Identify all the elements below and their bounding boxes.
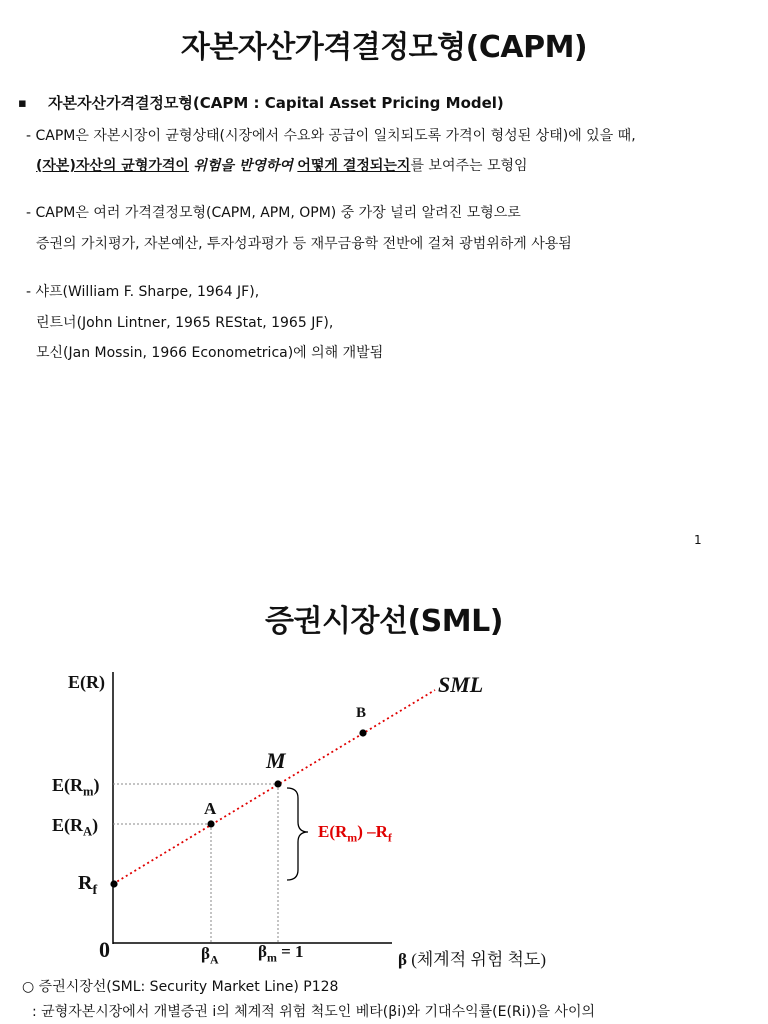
point-b <box>359 729 366 736</box>
paragraph3-line1: - 샤프(William F. Sharpe, 1964 JF), <box>26 284 260 300</box>
premium-label: $E(R_m)$ $-R_f$ <box>318 822 392 845</box>
y-axis-label: E(R) <box>68 672 105 692</box>
tick-rf: $R_f$ <box>78 872 98 898</box>
point-a-label: A <box>204 799 217 818</box>
sml-line <box>113 690 435 884</box>
x-axis-label: β (체계적 위험 척도) <box>398 950 546 969</box>
sml-label: SML <box>438 672 484 697</box>
paragraph1-line1: - CAPM은 자본시장이 균형상태(시장에서 수요와 공급이 일치되도록 가격이 형성된 상태)에 있을 때, <box>26 128 636 144</box>
paragraph3-line3: 모신(Jan Mossin, 1966 Econometrica)에 의해 개발됨 <box>36 345 384 361</box>
point-m-label: M <box>266 748 286 773</box>
tick-erm: $E(R_m)$ <box>52 775 100 799</box>
paragraph3-line2: 린트너(John Lintner, 1965 REStat, 1965 JF), <box>36 315 334 331</box>
point-a <box>207 820 214 827</box>
slide2-title: 증권시장선(SML) <box>265 604 503 639</box>
slide1-title: 자본자산가격결정모형(CAPM) <box>180 30 588 65</box>
footer-line2: : 균형자본시장에서 개별증권 i의 체계적 위험 척도인 베타(βi)와 기대수익률(E(Ri))을 사이의 <box>32 1004 596 1020</box>
emphasis-how-determined: 어떻게 결정되는지 <box>297 158 411 174</box>
footer-line1: ○ 증권시장선(SML: Security Market Line) P128 <box>22 979 339 995</box>
tick-beta-m: $\beta_m = 1$ <box>258 942 304 965</box>
paragraph2-line1: - CAPM은 여러 가격결정모형(CAPM, APM, OPM) 중 가장 널리 알려진 모형으로 <box>26 205 521 221</box>
point-rf <box>110 880 117 887</box>
emphasis-equilibrium-price: (자본)자산의 균형가격이 <box>36 158 189 174</box>
tick-beta-a: $\beta_A$ <box>201 944 219 967</box>
bullet-square-icon: ▪ <box>18 96 27 111</box>
premium-brace <box>287 788 308 880</box>
page-number: 1 <box>694 533 702 547</box>
emphasis-reflect-risk: 위험을 반영하여 <box>193 158 293 174</box>
origin-label: 0 <box>99 937 110 962</box>
bullet-heading: 자본자산가격결정모형(CAPM : Capital Asset Pricing Model) <box>48 94 504 112</box>
paragraph2-line2: 증권의 가치평가, 자본예산, 투자성과평가 등 재무금융학 전반에 걸쳐 광범위하게 사용됨 <box>36 236 572 252</box>
tick-era: $E(R_A)$ <box>52 815 99 839</box>
paragraph1-line2-tail: 를 보여주는 모형임 <box>410 158 528 174</box>
point-m <box>274 780 281 787</box>
point-b-label: B <box>356 705 367 721</box>
